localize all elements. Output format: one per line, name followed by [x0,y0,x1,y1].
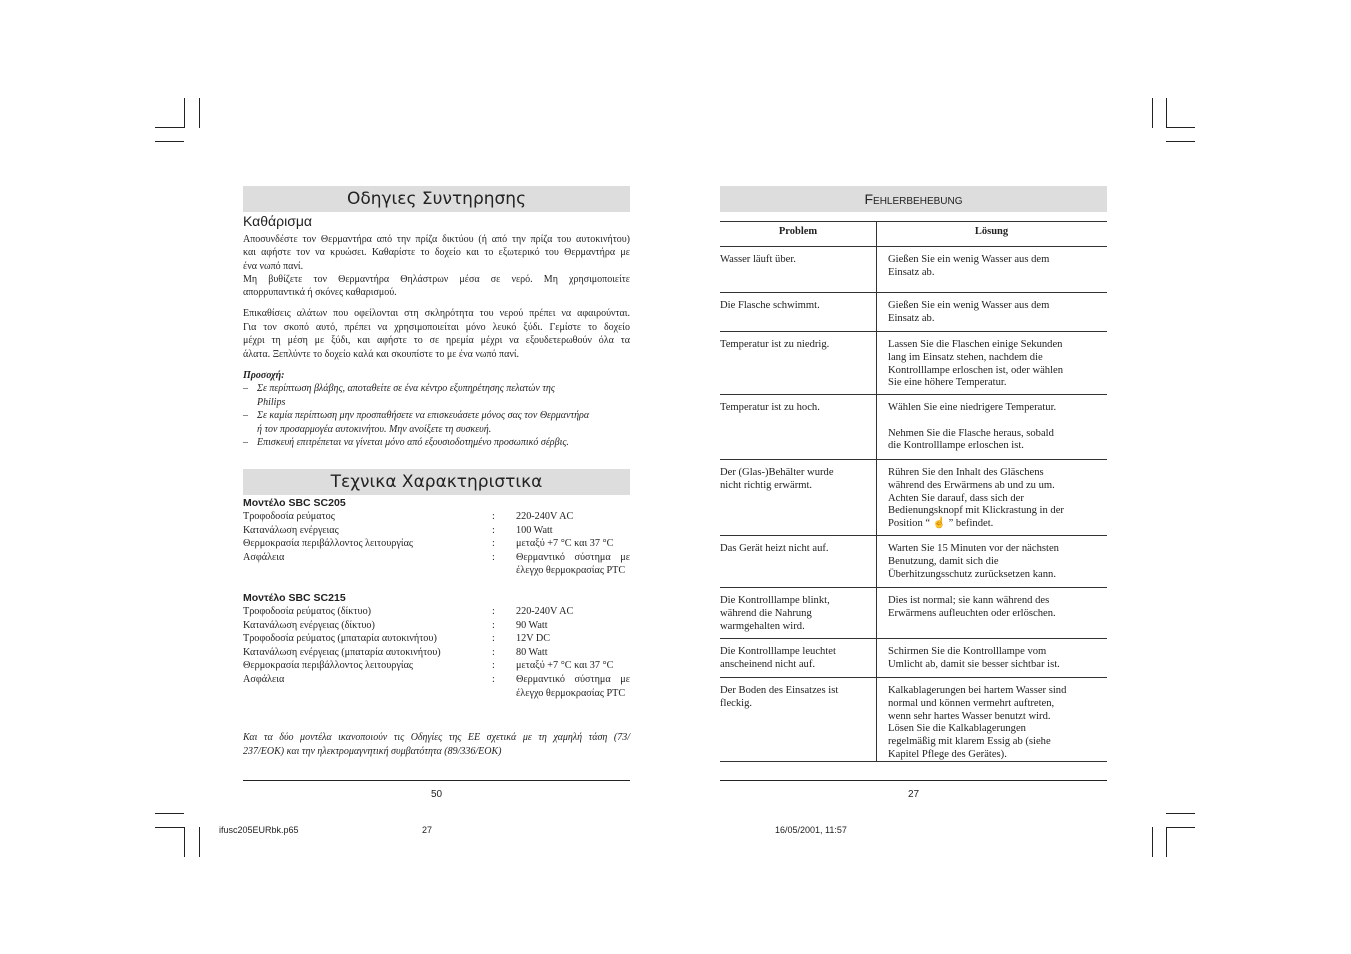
solution-text: Schirmen Sie die Kontrolllampe vom [888,646,1047,657]
crop-mark [1166,127,1195,128]
table-bottom-rule [720,761,1107,762]
spec-value: 100 Watt [516,524,553,536]
spec-colon: : [492,646,495,658]
text-line: ένα νωπό πανί. [243,260,304,272]
spec-label: Θερμοκρασία περιβάλλοντος λειτουργίας [243,660,413,672]
spec-label: Τροφοδοσία ρεύματος (δίκτυο) [243,606,372,617]
crop-mark [184,827,185,857]
table-top-rule [720,221,1107,222]
problem-text: Temperatur ist zu niedrig. [720,339,830,350]
table-row [720,587,1107,638]
crop-mark [155,813,184,814]
solution-text: Bedienungsknopf mit Klickrastung in der [888,505,1064,517]
table-row [720,331,1107,394]
solution-text: Kontrolllampe erloschen ist, oder wählen [888,364,1064,376]
caution-item: Σε καμία περίπτωση μην προσπαθήσετε να επισκευάσετε μόνος σας τον Θερμαντήρα [257,410,590,422]
crop-mark [155,827,184,828]
column-header-problem: Problem [778,226,818,237]
table-row [720,394,1107,459]
problem-text: Wasser läuft über. [720,254,796,265]
spec-value: 220-240V AC [516,511,574,522]
solution-text: Gießen Sie ein wenig Wasser aus dem [888,254,1050,265]
column-divider [876,221,877,761]
section-header-troubleshooting [720,186,1107,212]
section-header-maintenance [243,186,630,212]
spec-colon: : [492,538,495,550]
text-line: απορρυπαντικά ή σκόνες καθαρισμού. [243,287,397,299]
problem-text: Der Boden des Einsatzes ist [720,685,839,696]
spec-row [243,551,630,577]
crop-mark [155,141,184,142]
solution-text: Einsatz ab. [888,266,935,278]
text-line: Επικαθίσεις αλάτων που οφείλονται στη σκληρότητα του νερού πρέπει να αφαιρούνται. [243,308,630,319]
spec-row [243,510,630,524]
crop-mark [1152,98,1153,128]
page-number: 27 [907,789,920,800]
spec-colon: : [492,511,495,522]
table-row [720,246,1107,292]
spec-colon: : [492,551,495,563]
spec-row [243,537,630,551]
crop-mark [1166,813,1195,814]
spec-label: Θερμοκρασία περιβάλλοντος λειτουργίας [243,538,413,550]
solution-text: die Kontrolllampe erloschen ist. [888,440,1024,452]
model-title: Μοντέλο SBC SC215 [243,592,346,604]
spec-label: Κατανάλωση ενέργειας (δίκτυο) [243,619,375,631]
section-header-technical [243,469,630,495]
problem-text: Die Kontrolllampe leuchtet [720,646,836,657]
solution-text: Achten Sie darauf, dass sich der [888,492,1024,504]
spec-row [243,673,630,699]
solution-text: Erwärmens aufleuchten oder erlöschen. [888,607,1056,619]
spec-value: Θερμαντικό σύστημα με έλεγχο θερμοκρασίας PTC [516,674,630,699]
spec-label: Ασφάλεια [243,551,285,563]
solution-text: Dies ist normal; sie kann während des [888,595,1050,606]
bullet-dash: – [243,383,248,394]
spec-colon: : [492,674,495,685]
spec-row [243,524,630,538]
spec-row [243,619,630,633]
table-row [720,677,1107,761]
text-line: άλατα. Ξεπλύντε το δοχείο καλά και σκουπίστε το με ένα νωπό πανί. [243,348,520,360]
spec-label: Τροφοδοσία ρεύματος [243,511,335,522]
text-line: μέχρι τη μέση με ξύδι, και αφήστε το σε ηρεμία μέχρι να εξουδετερωθούν όλα τα [243,335,630,347]
problem-text: warmgehalten wird. [720,620,805,632]
spec-value: μεταξύ +7 °C και 37 °C [516,538,614,550]
table-row [720,535,1107,587]
text-line: Μη βυθίζετε τον Θερμαντήρα Θηλάστρων μέσα σε νερό. Μη χρησιμοποιείτε [243,273,630,285]
solution-text: wenn sehr hartes Wasser benutzt wird. [888,710,1051,722]
page-rule [720,780,1107,781]
text-line: Και τα δύο μοντέλα ικανοποιούν τις Οδηγίες της ΕΕ σχετικά με τη χαμηλή τάση (73/ [243,732,630,743]
solution-text: Lösen Sie die Kalkablagerungen [888,723,1026,735]
problem-text: anscheinend nicht auf. [720,658,816,670]
solution-text: Position “ ☝ ” befindet. [888,518,994,530]
solution-text: Einsatz ab. [888,312,935,324]
model-title: Μοντέλο SBC SC205 [243,497,346,509]
spec-value: Θερμαντικό σύστημα με έλεγχο θερμοκρασίας PTC [516,551,630,577]
crop-mark [1152,827,1153,857]
solution-text: Benutzung, damit sich die [888,555,999,567]
section-title: Τεχνικα Χαρακτηριστικα [330,472,543,492]
page-rule [243,780,630,781]
spec-label: Ασφάλεια [243,674,285,685]
solution-text: Nehmen Sie die Flasche heraus, sobald [888,427,1054,439]
spec-row [243,646,630,660]
solution-text: Kalkablagerungen bei hartem Wasser sind [888,685,1067,696]
solution-text: Gießen Sie ein wenig Wasser aus dem [888,300,1050,311]
table-row [720,638,1107,677]
spec-value: 12V DC [516,633,551,645]
page-number: 50 [430,789,443,800]
print-filename: ifusc205EURbk.p65 [219,825,299,835]
crop-mark [155,127,184,128]
problem-text: fleckig. [720,697,753,709]
problem-text: nicht richtig erwärmt. [720,479,813,491]
bullet-dash: – [243,437,248,449]
problem-text: Der (Glas-)Behälter wurde [720,467,834,478]
crop-mark [1166,827,1167,857]
crop-mark [1166,827,1195,828]
solution-text: lang im Einsatz stehen, nachdem die [888,351,1043,363]
problem-text: Temperatur ist zu hoch. [720,402,820,413]
spec-colon: : [492,633,495,645]
crop-mark [199,98,200,128]
caution-item: Επισκευή επιτρέπεται να γίνεται μόνο από εξουσιοδοτημένο προσωπικό σέρβις. [257,437,569,449]
solution-text: Kapitel Pflege des Gerätes). [888,749,1007,760]
solution-text: Lassen Sie die Flaschen einige Sekunden [888,339,1063,350]
section-title: Fehlerbehebung [864,191,963,207]
solution-text: Umlicht ab, damit sie besser sichtbar ist. [888,658,1060,670]
table-row [720,292,1107,331]
spec-colon: : [492,660,495,672]
spec-row [243,605,630,619]
spec-value: 220-240V AC [516,606,574,617]
caution-title: Προσοχή: [243,370,285,381]
column-header-solution: Lösung [974,226,1009,237]
spec-colon: : [492,619,495,631]
solution-text: Rühren Sie den Inhalt des Gläschens [888,467,1044,478]
bullet-dash: – [243,410,248,422]
spec-row [243,632,630,646]
spec-label: Τροφοδοσία ρεύματος (μπαταρία αυτοκινήτου) [243,633,437,645]
solution-text: Überhitzungsschutz zurücksetzen kann. [888,568,1056,580]
problem-text: während die Nahrung [720,607,812,619]
solution-text: regelmäßig mit klarem Essig ab (siehe [888,736,1051,748]
crop-mark [199,827,200,857]
problem-text: Die Flasche schwimmt. [720,300,820,311]
spec-value: μεταξύ +7 °C και 37 °C [516,660,614,672]
solution-text: während des Erwärmens ab und zu um. [888,479,1055,491]
spec-colon: : [492,524,495,536]
spec-value: 90 Watt [516,619,548,631]
problem-text: Das Gerät heizt nicht auf. [720,543,829,554]
crop-mark [1166,98,1167,128]
text-line: Αποσυνδέστε τον Θερμαντήρα από την πρίζα δικτύου (ή από την πρίζα του αυτοκινήτου) [243,234,630,245]
caution-item: ή τον προσαρμογέα αυτοκινήτου. Μην ανοίξετε τη συσκευή. [257,423,492,435]
solution-text: normal und können vermehrt auftreten, [888,697,1055,709]
print-sheet-number: 27 [422,825,433,835]
problem-text: Die Kontrolllampe blinkt, [720,595,830,606]
print-timestamp: 16/05/2001, 11:57 [775,825,847,835]
crop-mark [184,98,185,128]
spec-value: 80 Watt [516,646,548,658]
solution-text: Warten Sie 15 Minuten vor der nächsten [888,543,1059,554]
subsection-title-cleaning: Καθάρισμα [243,213,313,229]
spec-label: Κατανάλωση ενέργειας (μπαταρία αυτοκινήτου) [243,646,441,658]
spec-colon: : [492,606,495,617]
text-line: 237/ΕΟΚ) και την ηλεκτρομαγνητική συμβατότητα (89/336/ΕΟΚ) [243,745,502,757]
section-title: Οδηγιες Συντηρησης [346,189,527,209]
text-line: και αφήστε τον να κρυώσει. Καθαρίστε το δοχείο και το εξωτερικό του Θερμαντήρα με [243,247,630,259]
text-line: Για τον σκοπό αυτό, πρέπει να χρησιμοποιείται μόνο λευκό ξύδι. Γεμίστε το δοχείο [243,321,630,333]
crop-mark [1166,141,1195,142]
table-row [720,459,1107,535]
solution-text: Wählen Sie eine niedrigere Temperatur. [888,402,1057,413]
solution-text: Sie eine höhere Temperatur. [888,377,1007,389]
caution-item: Σε περίπτωση βλάβης, αποταθείτε σε ένα κέντρο εξυπηρέτησης πελατών της [257,383,555,394]
spec-row [243,659,630,673]
caution-item: Philips [257,396,286,408]
spec-label: Κατανάλωση ενέργειας [243,524,339,536]
